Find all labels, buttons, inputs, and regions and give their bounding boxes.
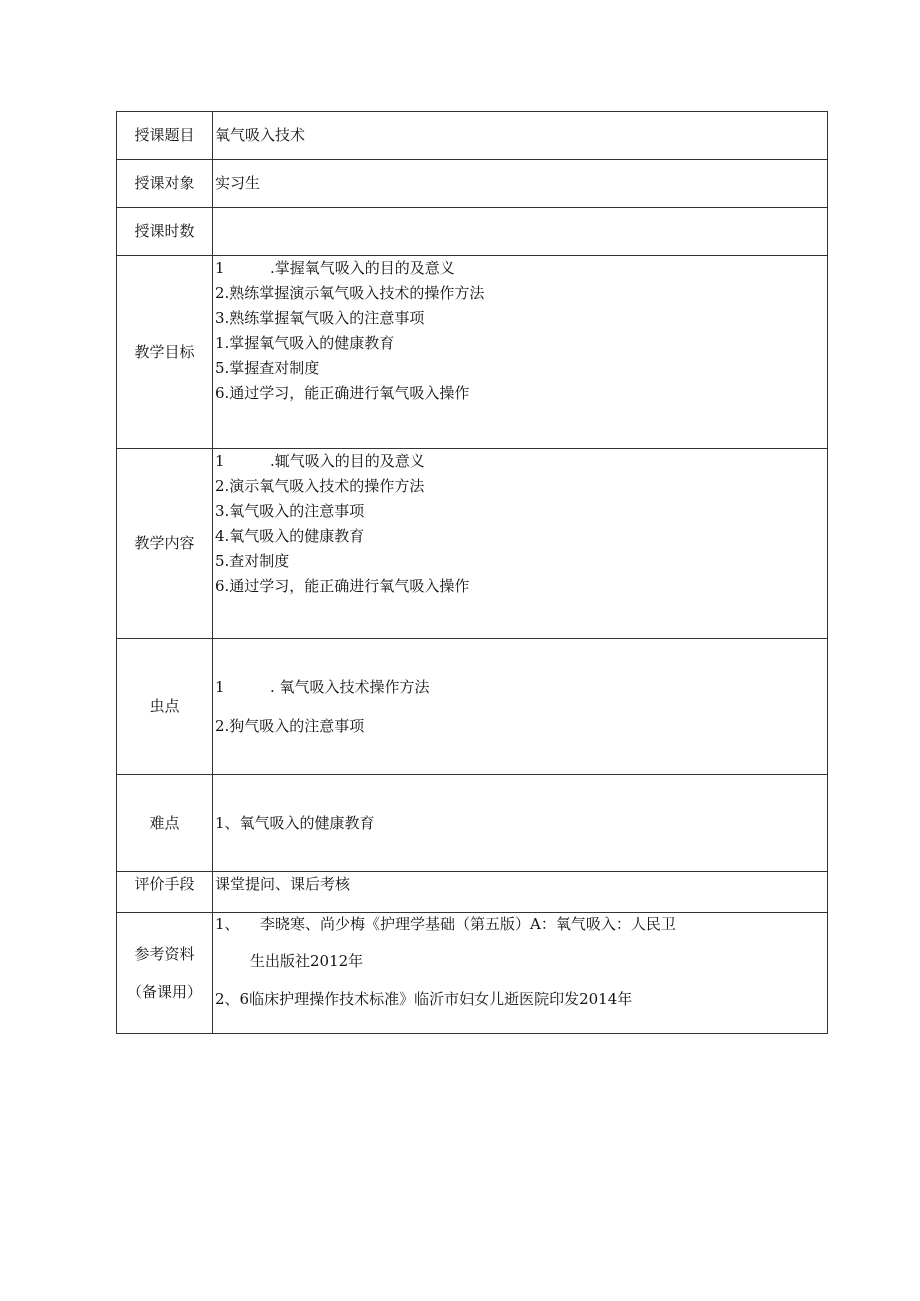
content-label: 教学内容 bbox=[117, 449, 213, 639]
topic-value: 氧气吸入技术 bbox=[213, 112, 828, 160]
row-objectives bbox=[117, 256, 828, 449]
objective-item: 2.熟练掌握演示氧气吸入技术的操作方法 bbox=[215, 284, 485, 302]
audience-value: 实习生 bbox=[213, 160, 828, 208]
key-point-item: 2.狗气吸入的注意事项 bbox=[215, 716, 365, 735]
row-references bbox=[117, 913, 828, 1034]
objective-item: 5.掌握查对制度 bbox=[215, 359, 320, 377]
key-points-label: 虫点 bbox=[117, 639, 213, 775]
reference-item-1-text: 李晓寒、尚少梅《护理学基础（第五版）A：氧气吸入：人民卫 bbox=[260, 915, 676, 933]
objective-item-text: .掌握氧气吸入的目的及意义 bbox=[270, 259, 455, 277]
key-point-item-number: 1 bbox=[215, 677, 225, 696]
hours-label: 授课时数 bbox=[117, 208, 213, 256]
objective-item-number: 1 bbox=[215, 259, 225, 277]
objective-item: 6.通过学习，能正确进行氧气吸入操作 bbox=[215, 384, 470, 402]
content-item: 3.氧气吸入的注意事项 bbox=[215, 502, 365, 520]
reference-item-1-continued: 生出版社2012年 bbox=[250, 952, 364, 970]
content-item: 2.演示氧气吸入技术的操作方法 bbox=[215, 477, 425, 495]
topic-label: 授课题目 bbox=[117, 112, 213, 160]
content-item-number: 1 bbox=[215, 452, 225, 470]
content-item: 5.查对制度 bbox=[215, 552, 290, 570]
key-point-item bbox=[215, 675, 827, 700]
references-label-line2: （备课用） bbox=[126, 983, 202, 1001]
references-list bbox=[213, 913, 828, 1034]
content-item: 4.氧气吸入的健康教育 bbox=[215, 527, 365, 545]
row-key-points bbox=[117, 639, 828, 775]
objective-item bbox=[215, 256, 827, 281]
content-item-text: .辄气吸入的目的及意义 bbox=[270, 452, 425, 470]
objectives-list bbox=[213, 256, 828, 449]
evaluation-value: 课堂提问、课后考核 bbox=[213, 872, 828, 913]
reference-item-2: 2、6临床护理操作技术标准》临沂市妇女儿逝医院印发2014年 bbox=[215, 990, 633, 1008]
difficulties-list bbox=[213, 775, 828, 872]
lesson-plan-table bbox=[116, 111, 828, 1034]
row-evaluation bbox=[117, 872, 828, 913]
row-hours bbox=[117, 208, 828, 256]
content-item: 6.通过学习，能正确进行氧气吸入操作 bbox=[215, 577, 470, 595]
difficulties-label: 难点 bbox=[117, 775, 213, 872]
difficulty-item: 1、氧气吸入的健康教育 bbox=[215, 813, 375, 832]
audience-label: 授课对象 bbox=[117, 160, 213, 208]
references-label bbox=[117, 913, 213, 1034]
objectives-label: 教学目标 bbox=[117, 256, 213, 449]
key-points-list bbox=[213, 639, 828, 775]
references-label-line1: 参考资料 bbox=[134, 945, 195, 963]
objective-item: 1.掌握氧气吸入的健康教育 bbox=[215, 334, 395, 352]
row-audience bbox=[117, 160, 828, 208]
objective-item: 3.熟练掌握氧气吸入的注意事项 bbox=[215, 309, 425, 327]
reference-item-1 bbox=[215, 912, 827, 937]
row-topic bbox=[117, 112, 828, 160]
key-point-item-text: . 氧气吸入技术操作方法 bbox=[270, 677, 430, 696]
content-list bbox=[213, 449, 828, 639]
reference-item-1-number: 1、 bbox=[215, 915, 240, 933]
evaluation-label: 评价手段 bbox=[117, 872, 213, 913]
hours-value bbox=[213, 208, 828, 256]
row-difficulties bbox=[117, 775, 828, 872]
row-content bbox=[117, 449, 828, 639]
content-item bbox=[215, 449, 827, 474]
